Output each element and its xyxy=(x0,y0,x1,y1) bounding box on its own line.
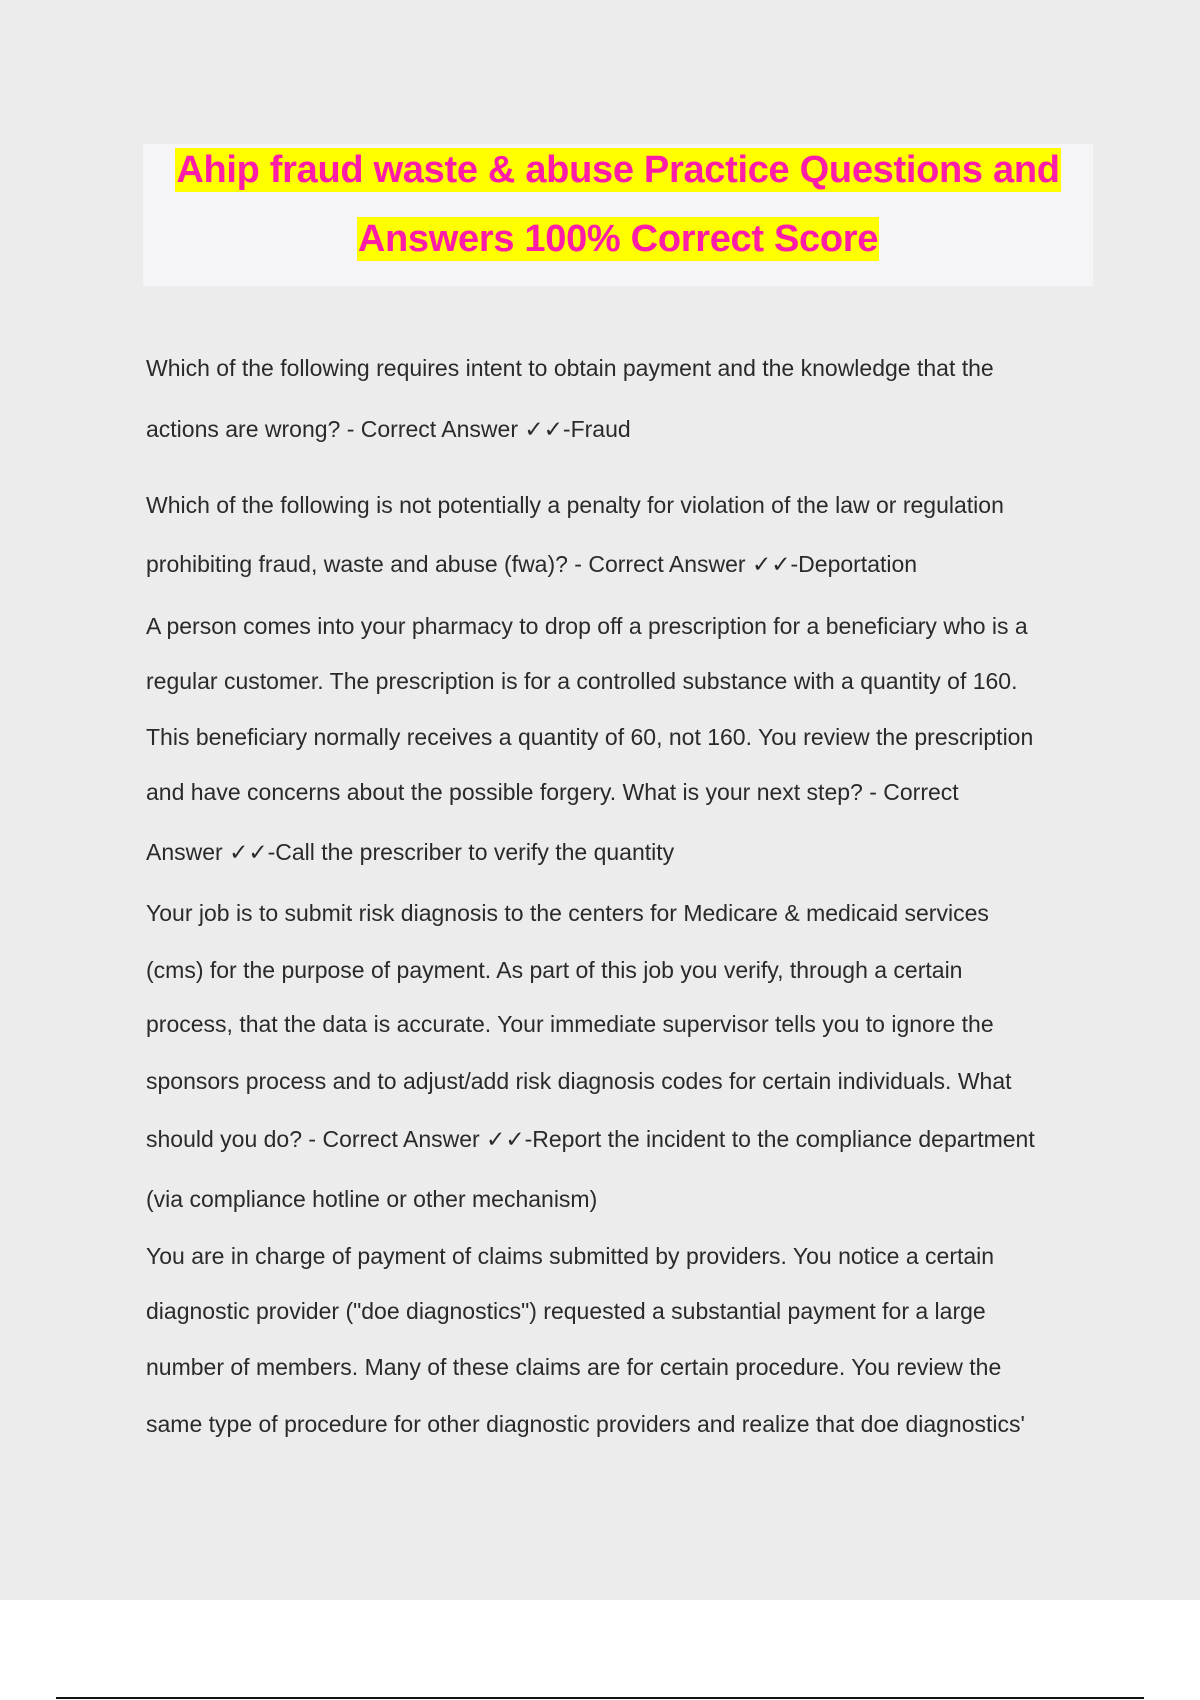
body-line: number of members. Many of these claims are for certain procedure. You review the xyxy=(146,1354,1002,1380)
body-line: (cms) for the purpose of payment. As part of this job you verify, through a certain xyxy=(146,957,963,983)
body-line: This beneficiary normally receives a quantity of 60, not 160. You review the prescription xyxy=(146,724,1034,750)
body-line: regular customer. The prescription is for a controlled substance with a quantity of 160. xyxy=(146,668,1018,694)
body-line: same type of procedure for other diagnostic providers and realize that doe diagnostics' xyxy=(146,1411,1025,1437)
body-line: diagnostic provider ("doe diagnostics") requested a substantial payment for a large xyxy=(146,1298,986,1324)
body-line: (via compliance hotline or other mechanism) xyxy=(146,1186,598,1212)
document-title-line-1: Ahip fraud waste & abuse Practice Questions and xyxy=(176,149,1060,191)
body-line: and have concerns about the possible forgery. What is your next step? - Correct xyxy=(146,779,959,805)
body-line: A person comes into your pharmacy to drop off a prescription for a beneficiary who is a xyxy=(146,613,1028,639)
body-line: Answer ✓✓-Call the prescriber to verify the quantity xyxy=(146,839,675,865)
body-line: process, that the data is accurate. Your immediate supervisor tells you to ignore the xyxy=(146,1011,994,1037)
title-box xyxy=(143,144,1093,286)
body-line: sponsors process and to adjust/add risk diagnosis codes for certain individuals. What xyxy=(146,1068,1012,1094)
body-line: You are in charge of payment of claims submitted by providers. You notice a certain xyxy=(146,1243,995,1269)
footer-divider xyxy=(56,1697,1144,1699)
body-line: Which of the following requires intent to obtain payment and the knowledge that the xyxy=(146,355,994,381)
document-title-line-2: Answers 100% Correct Score xyxy=(357,218,879,260)
body-line: prohibiting fraud, waste and abuse (fwa)? - Correct Answer ✓✓-Deportation xyxy=(146,551,918,577)
body-line: should you do? - Correct Answer ✓✓-Report the incident to the compliance department xyxy=(146,1126,1035,1152)
body-line: Your job is to submit risk diagnosis to the centers for Medicare & medicaid services xyxy=(146,900,989,926)
body-line: actions are wrong? - Correct Answer ✓✓-Fraud xyxy=(146,416,631,442)
body-line: Which of the following is not potentially a penalty for violation of the law or regulation xyxy=(146,492,1004,518)
